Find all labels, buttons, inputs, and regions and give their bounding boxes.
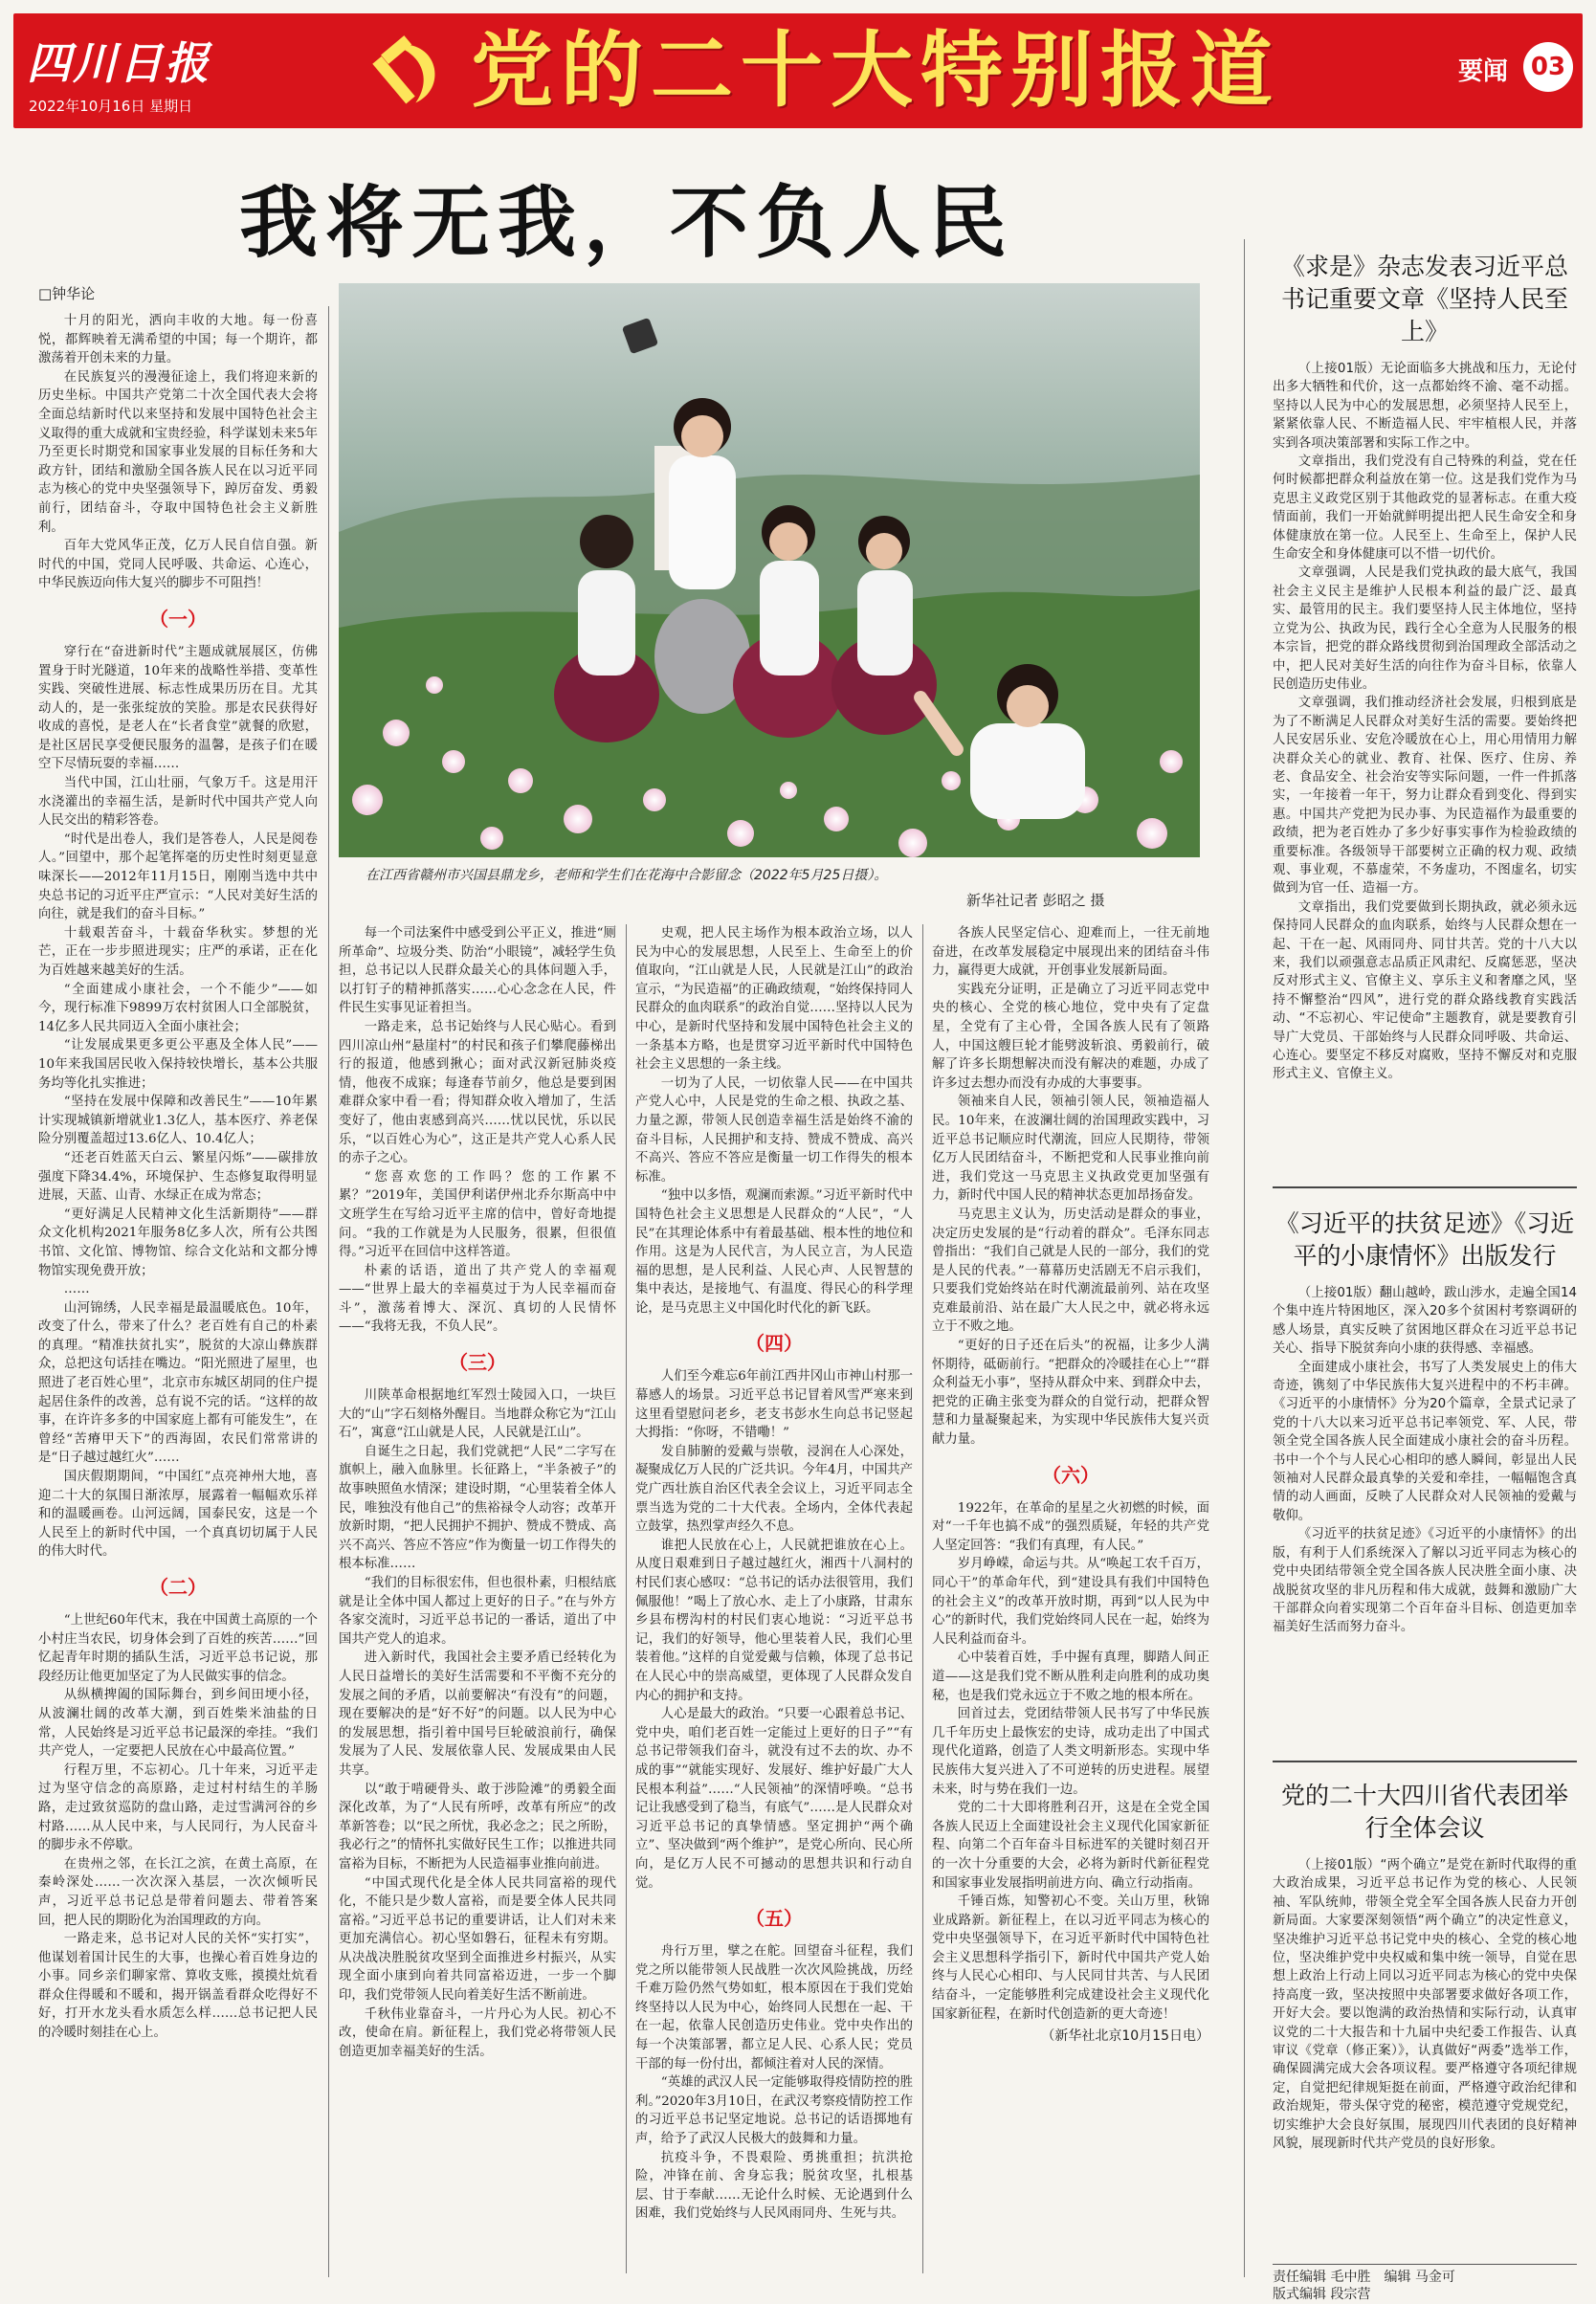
photo-credit: 新华社记者 彭昭之 摄 xyxy=(966,892,1105,909)
hammer-sickle-icon xyxy=(369,29,454,113)
sidebar-divider xyxy=(1244,239,1245,2277)
sidebar-paragraph: 文章强调，人民是我们党执政的最大底气，我国社会主义民主是维护人民根本利益的最广泛、最真实、最管用的民主。我们要坚持人民主体地位，坚持立党为公、执政为民，践行全心全意为人民服务的根本宗旨，把党的群众路线贯彻到治国理政全部活动之中，把人民对美好生活的向往作为奋斗目标，依靠人民创造历史伟业。 xyxy=(1273,565,1577,692)
article-paragraph: 千锤百炼，知警初心不变。关山万里，秋锦业成路新。新征程上，在以习近平同志为核心的党中央坚强领导下，在习近平新时代中国特色社会主义思想科学指引下，新时代中国共产党人始终与人民心心相印、与人民同甘共苦、与人民团结奋斗，一定能够胜利完成建设社会主义现代化国家新征程，在新时代创造新的更大奇迹！ xyxy=(932,1894,1209,2022)
article-source: （新华社北京10月15日电） xyxy=(1041,2028,1209,2045)
article-paragraph: 千秋伟业靠奋斗，一片丹心为人民。初心不改，使命在肩。新征程上，我们党必将带领人民创造更加幸福美好的生活。 xyxy=(339,2006,616,2059)
sidebar-separator xyxy=(1273,1761,1577,1762)
article-paragraph: “我们的目标很宏伟，但也很朴素，归根结底就是让全体中国人都过上更好的日子。”在与外方各家交流时，习近平总书记的一番话，道出了中国共产党人的追求。 xyxy=(339,1576,616,1647)
editor-line: 责任编辑 毛中胜 编辑 马金可 xyxy=(1273,2270,1455,2285)
article-paragraph: 心中装着百姓，手中握有真理，脚踏人间正道——这是我们党不断从胜利走向胜利的成功奥秘，也是我们党永远立于不败之地的根本所在。 xyxy=(932,1650,1209,1703)
article-paragraph: …… xyxy=(63,1282,90,1297)
sidebar-paragraph: 全面建成小康社会，书写了人类发展史上的伟大奇迹，镌刻了中华民族伟大复兴进程中的不朽丰碑。《习近平的小康情怀》分为20个篇章，全景式记录了党的十八大以来习近平总书记率领党、军、人民，带领全党全国各族人民全面建成小康社会的奋斗历程。书中一个个与人民心心相印的感人瞬间，彰显出人民领袖对人民群众最真挚的关爱和牵挂，一幅幅饱含真情的动人画面，反映了人民群众对人民领袖的爱戴与敬仰。 xyxy=(1273,1360,1577,1523)
sidebar-story-title: 《习近平的扶贫足迹》《习近平的小康情怀》出版发行 xyxy=(1275,1209,1575,1270)
article-column-4 xyxy=(932,924,1209,2283)
article-paragraph: “还老百姓蓝天白云、繁星闪烁”——碳排放强度下降34.4%，环境保护、生态修复取得明显进展，天蓝、山青、水绿正在成为常态； xyxy=(38,1150,318,1204)
sidebar-paragraph: （上接01版）无论面临多大挑战和压力，无论付出多大牺牲和代价，这一点都始终不渝、毫不动摇。坚持以人民为中心的发展思想，必须坚持人民至上，紧紧依靠人民、不断造福人民、牢牢植根人民，并落实到各项决策部署和实际工作之中。 xyxy=(1273,362,1577,451)
sidebar-story-1 xyxy=(1273,251,1577,1084)
article-paragraph: 十载艰苦奋斗，十载奋华秋实。梦想的光芒，正在一步步照进现实；庄严的承诺，正在化为百姓越来越美好的生活。 xyxy=(38,925,318,978)
article-paragraph: 人们至今难忘6年前江西井冈山市神山村那一幕感人的场景。习近平总书记冒着风雪严寒来到这里看望慰问老乡，老支书彭水生向总书记竖起大拇指：“你呀，不错嘞！” xyxy=(635,1369,913,1441)
sidebar-story-title: 《求是》杂志发表习近平总书记重要文章《坚持人民至上》 xyxy=(1280,253,1568,345)
article-paragraph: 1922年，在革命的星星之火初燃的时候，面对“一千年也搞不成”的强烈质疑，年轻的共产党人坚定回答：“我们有真理，有人民。” xyxy=(932,1500,1209,1553)
column-divider xyxy=(328,306,329,2277)
special-report-title: 党的二十大特别报道 xyxy=(471,22,1280,119)
article-paragraph: 谁把人民放在心上，人民就把谁放在心上。从度日艰难到日子越过越红火，湘西十八洞村的村民们衷心感叹：“总书记的话办法很管用，我们佩服他！”喝上了放心水、走上了小康路，甘肃东乡县布楞沟村的村民们衷心地说：“习近平总书记，我们的好领导，他心里装着人民，我们心里装着他。”这样的自觉爱戴与信赖，体现了总书记在人民心中的崇高威望，更体现了人民群众发自内心的拥护和支持。 xyxy=(635,1538,913,1703)
sidebar-story-2 xyxy=(1273,1207,1577,1637)
article-paragraph: 在民族复兴的漫漫征途上，我们将迎来新的历史坐标。中国共产党第二十次全国代表大会将全面总结新时代以来坚持和发展中国特色社会主义取得的重大成就和宝贵经验，科学谋划未来5年乃至更长时期党和国家事业发展的目标任务和大政方针，团结和激励全国各族人民在以习近平同志为核心的党中央坚强领导下，踔厉奋发、勇毅前行，团结奋斗，夺取中国特色社会主义新胜利。 xyxy=(38,369,318,535)
article-paragraph: 人心是最大的政治。“只要一心跟着总书记、党中央，咱们老百姓一定能过上更好的日子”“有总书记带领我们奋斗，就没有过不去的坎、办不成的事”“就能实现好、发展好、维护好最广大人民根本利益”……“人民领袖”的深情呼唤。“总书记让我感受到了稳当，有底气”……是人民群众对习近平总书记的真挚情感。坚定拥护“两个确立”、坚决做到“两个维护”，是党心所向、民心所向，是亿万人民不可撼动的思想共识和行动自觉。 xyxy=(635,1707,913,1891)
article-paragraph: “上世纪60年代末，我在中国黄土高原的一个小村庄当农民，切身体会到了百姓的疾苦……”回忆起青年时期的插队生活，习近平总书记说，那段经历让他更加坚定了为人民做实事的信念。 xyxy=(38,1613,318,1684)
article-byline: □钟华论 xyxy=(38,285,96,302)
sidebar-story-body xyxy=(1273,1284,1577,1637)
article-headline: 我将无我，不负人民 xyxy=(239,178,1015,269)
article-paragraph: 十月的阳光，洒向丰收的大地。每一份喜悦，都辉映着无满希望的中国；每一个期许，都激荡着开创未来的力量。 xyxy=(38,314,318,366)
section-heading: （六） xyxy=(1042,1463,1099,1487)
sidebar-paragraph: 文章指出，我们党没有自己特殊的利益，党在任何时候都把群众利益放在第一位。这是我们党作为马克思主义政党区别于其他政党的显著标志。在重大疫情面前，我们一开始就鲜明提出把人民生命安全和身体健康放在第一位。人民至上、生命至上，保护人民生命安全和身体健康可以不惜一切代价。 xyxy=(1273,454,1577,563)
sidebar-separator xyxy=(1273,1186,1577,1188)
article-paragraph: 每一个司法案件中感受到公平正义，推进“厕所革命”、垃圾分类、防治“小眼镜”，减轻学生负担，总书记以人民群众最关心的具体问题入手，以打钉子的精神抓落实……心心念念在人民，件件民生实事见证着担当。 xyxy=(339,926,616,1016)
sidebar-story-body xyxy=(1273,1856,1577,2154)
article-paragraph: 岁月峥嵘，命运与共。从“唤起工农千百万，同心干”的革命年代，到“建设具有我们中国特色的社会主义”的改革开放时期，再到“以人民为中心”的新时代，我们党始终同人民在一起，始终为人民利益而奋斗。 xyxy=(932,1557,1209,1647)
article-paragraph: “您喜欢您的工作吗？您的工作累不累？”2019年，美国伊利诺伊州北乔尔斯高中中文班学生在写给习近平主席的信中，曾好奇地提问。“我的工作就是为人民服务，很累，但很值得。”习近平在回信中这样答道。 xyxy=(339,1169,616,1260)
article-paragraph: “让发展成果更多更公平惠及全体人民”——10年来我国居民收入保持较快增长，基本公共服务均等化扎实推进； xyxy=(38,1038,318,1091)
article-paragraph: 舟行万里，擘之在舵。回望奋斗征程，我们党之所以能带领人民战胜一次次风险挑战，历经千难万险仍然气势如虹，根本原因在于我们党始终坚持以人民为中心，始终同人民想在一起、干在一起，依靠人民创造历史伟业。党中央作出的每一个决策部署，都立足人民、心系人民；党员干部的每一份付出，都倾注着对人民的深情。 xyxy=(635,1944,913,2071)
feature-photo xyxy=(339,283,1200,857)
article-paragraph: 川陕革命根据地红军烈士陵园入口，一块巨大的“山”字石刻格外醒目。当地群众称它为“江山石”，寓意“江山就是人民，人民就是江山”。 xyxy=(339,1388,616,1441)
article-paragraph: 一路走来，总书记始终与人民心贴心。看到四川凉山州“悬崖村”的村民和孩子们攀爬藤梯出行的报道，他感到揪心；面对武汉新冠肺炎疫情，他夜不成寐；每逢春节前夕，他总是要到困难群众家中看一看；得知群众收入增加了，生活变好了，他由衷感到高兴……忧以民忧，乐以民乐，“以百姓心为心”，这正是共产党人心系人民的赤子之心。 xyxy=(339,1019,616,1166)
article-paragraph: “英雄的武汉人民一定能够取得疫情防控的胜利。”2020年3月10日，在武汉考察疫情防控工作的习近平总书记坚定地说。总书记的话语掷地有声，给予了武汉人民极大的鼓舞和力量。 xyxy=(635,2075,913,2147)
article-paragraph: “更好满足人民精神文化生活新期待”——群众文化机构2021年服务8亿多人次，所有公共图书馆、文化馆、博物馆、综合文化站和文都分博物馆实现免费开放； xyxy=(38,1207,318,1278)
article-paragraph: 领袖来自人民，领袖引领人民，领袖造福人民。10年来，在波澜壮阔的治国理政实践中，习近平总书记顺应时代潮流，回应人民期待，带领亿万人民团结奋斗，不断把党和人民事业推向前进，我们党这一马克思主义执政党更加坚强有力，新时代中国人民的精神状态更加昂扬奋发。 xyxy=(932,1095,1209,1204)
article-paragraph: “坚持在发展中保障和改善民生”——10年累计实现城镇新增就业1.3亿人，基本医疗、养老保险分别覆盖超过13.6亿人、10.4亿人； xyxy=(38,1095,318,1147)
article-paragraph: 从纵横捭阖的国际舞台，到乡间田埂小径，从波澜壮阔的改革大潮，到百姓柴米油盐的日常，人民始终是习近平总书记最深的牵挂。“我们共产党人，一定要把人民放在心中最高位置。” xyxy=(38,1688,318,1760)
sidebar-paragraph: （上接01版）翻山越岭，跋山涉水，走遍全国14个集中连片特困地区，深入20多个贫困村考察调研的感人场景，真实反映了贫困地区群众在习近平总书记关心、指导下脱贫奔向小康的获得感、幸福感。 xyxy=(1273,1286,1577,1357)
sidebar-paragraph: 文章强调，我们推动经济社会发展，归根到底是为了不断满足人民群众对美好生活的需要。要始终把人民安居乐业、安危冷暖放在心上，用心用情用力解决群众关心的就业、教育、社保、医疗、住房、养老、食品安全、社会治安等实际问题，一件一件抓落实，一年接着一年干，努力让群众看到变化、得到实惠。中国共产党把为民办事、为民造福作为最重要的政绩，把为老百姓办了多少好事实事作为检验政绩的重要标准。各级领导干部要树立正确的权力观、政绩观、事业观，不慕虚荣，不务虚功，不图虚名，切实做到为官一任、造福一方。 xyxy=(1273,696,1577,897)
article-paragraph: 穿行在“奋进新时代”主题成就展展区，仿佛置身于时光隧道，10年来的战略性举措、变革性实践、突破性进展、标志性成果历历在目。尤其动人的，是一张张绽放的笑脸。那是农民获得好收成的喜悦，是老人在“长者食堂”就餐的欣慰，是社区居民享受便民服务的温馨，是孩子们在暖空下尽情玩耍的幸福…… xyxy=(38,644,318,772)
masthead xyxy=(13,13,1583,128)
sidebar-story-3 xyxy=(1273,1780,1577,2154)
article-paragraph: 实践充分证明，正是确立了习近平同志党中央的核心、全党的核心地位，党中央有了定盘星，全党有了主心骨，全国各族人民有了领路人，中国这艘巨轮才能劈波斩浪、勇毅前行，破解了许多长期想解决而没有解决的难题，办成了许多过去想办而没有办成的大事要事。 xyxy=(932,982,1209,1091)
column-divider xyxy=(626,924,627,2273)
editor-credits xyxy=(1273,2264,1577,2303)
article-paragraph: 发自肺腑的爱戴与崇敬，浸润在人心深处，凝聚成亿万人民的广泛共识。今年4月，中国共产党广西壮族自治区代表全会议上，习近平同志全票当选为党的二十大代表。全场内，全体代表起立鼓掌，热烈掌声经久不息。 xyxy=(635,1444,913,1535)
article-paragraph: “更好的日子还在后头”的祝福，让多少人满怀期待，砥砺前行。“把群众的冷暖挂在心上”“群众利益无小事”，坚持从群众中来、到群众中去，把党的正确主张变为群众的自觉行动，把群众智慧和力量凝聚起来，为实现中华民族伟大复兴贡献力量。 xyxy=(932,1339,1209,1448)
article-paragraph: 一切为了人民，一切依靠人民——在中国共产党人心中，人民是党的生命之根、执政之基、力量之源，带领人民创造幸福生活是始终不渝的奋斗目标，人民拥护和支持、赞成不赞成、高兴不高兴、答应不答应是衡量一切工作得失的根本标准。 xyxy=(635,1075,913,1185)
article-paragraph: 史观，把人民主场作为根本政治立场，以人民为中心的发展思想，人民至上、生命至上的价值取向，“江山就是人民，人民就是江山”的政治宣示，“为民造福”的正确政绩观，“始终保持同人民群众的血肉联系”的政治自觉……坚持以人民为中心，是新时代坚持和发展中国特色社会主义的一条基本方略，也是贯穿习近平新时代中国特色社会主义思想的一条主线。 xyxy=(635,926,913,1073)
article-column-1 xyxy=(38,312,318,2283)
article-paragraph: 党的二十大即将胜利召开，这是在全党全国各族人民迈上全面建设社会主义现代化国家新征程、向第二个百年奋斗目标进军的关键时刻召开的一次十分重要的大会，必将为新时代新征程党和国家事业发展指明前进方向、确立行动指南。 xyxy=(932,1801,1209,1891)
article-paragraph: 回首过去，党团结带领人民书写了中华民族几千年历史上最恢宏的史诗，成功走出了中国式现代化道路，创造了人类文明新形态。实现中华民族伟大复兴进入了不可逆转的历史进程。展望未来，时与势在我们一边。 xyxy=(932,1707,1209,1797)
article-paragraph: 朴素的话语，道出了共产党人的幸福观——“世界上最大的幸福莫过于为人民幸福而奋斗”，激荡着博大、深沉、真切的人民情怀——“我将无我，不负人民”。 xyxy=(339,1263,616,1335)
article-paragraph: 行程万里，不忘初心。几十年来，习近平走过为坚守信念的高原路，走过村村结生的羊肠路，走过致贫巡防的盘山路，走过雪满河谷的乡村路……从人民中来，与人民同行，为人民奋斗的脚步永不停歇。 xyxy=(38,1762,318,1853)
article-paragraph: “独中以多悟，观澜而索源。”习近平新时代中国特色社会主义思想是人民群众的“人民”，“人民”在其理论体系中有着最基础、根本性的地位和作用。这是为人民代言，为人民立言，为人民造福的思想，是人民利益、人民心声、人民智慧的集中表达，是接地气、有温度、得民心的科学理论，是马克思主义中国化时代化的新飞跃。 xyxy=(635,1188,913,1316)
article-paragraph: “中国式现代化是全体人民共同富裕的现代化，不能只是少数人富裕，而是要全体人民共同富裕。”习近平总书记的重要讲话，让人们对未来更加充满信心。初心坚如磐石，征程未有穷期。从决战决胜脱贫攻坚到全面推进乡村振兴，从实现全面小康到向着共同富裕迈进，一步一个脚印，我们党带领人民向着美好生活不断前进。 xyxy=(339,1875,616,2004)
students-in-flower-field-image xyxy=(339,283,1200,857)
section-heading: （四） xyxy=(745,1332,803,1356)
sidebar-paragraph: （上接01版）“两个确立”是党在新时代取得的重大政治成果，习近平总书记作为党的核心、人民领袖、军队统帅，带领全党全军全国各族人民奋力开创新局面。大家要深刻领悟“两个确立”的决定性意义，坚决维护习近平总书记党中央的核心、全党的核心地位，坚决维护党中央权威和集中统一领导，自觉在思想上政治上行动上同以习近平同志为核心的党中央保持高度一致，坚决按照中央部署要求做好各项工作，开好大会。要以饱满的政治热情和实际行动，认真审议党的二十大报告和十九届中央纪委工作报告、认真审议《党章（修正案）》，认真做好“两委”选举工作，确保圆满完成大会各项议程。要严格遵守各项纪律规定，自觉把纪律规矩挺在前面，严格遵守政治纪律和政治规矩，带头保守党的秘密，模范遵守党规党纪，切实维护大会良好氛围，展现四川代表团的良好精神风貌，展现新时代共产党员的良好形象。 xyxy=(1273,1858,1577,2152)
column-divider xyxy=(922,924,923,2273)
newspaper-logo: 四川日报 xyxy=(27,37,211,89)
article-paragraph: 一路走来，总书记对人民的关怀“实打实”，他谋划着国计民生的大事，也操心着百姓身边的小事。同乡亲们聊家常、算收支账，摸摸灶炕看群众住得暖和不暖和，揭开锅盖看群众吃得好不好，打开水龙头看水质怎么样……总书记把人民的冷暖时刻挂在心上。 xyxy=(38,1932,318,2041)
article-paragraph: 马克思主义认为，历史活动是群众的事业，决定历史发展的是“行动着的群众”。毛泽东同志曾指出：“我们自己就是人民的一部分，我们的党是人民的代表。”一幕幕历史活剧无不启示我们，只要我们党始终站在时代潮流最前列、站在攻坚克难最前沿、站在最广大人民之中，就必将永远立于不败之地。 xyxy=(932,1207,1209,1335)
section-heading: （一） xyxy=(149,607,207,631)
sidebar-paragraph: 《习近平的扶贫足迹》《习近平的小康情怀》的出版，有利于人们系统深入了解以习近平同志为核心的党中央团结带领全党全国各族人民决胜全面小康、决战脱贫攻坚的非凡历程和伟大成就，鼓舞和激励广大干部群众向着实现第二个百年奋斗目标、创造更加幸福美好生活而努力奋斗。 xyxy=(1273,1527,1577,1635)
section-label: 要闻 xyxy=(1458,57,1509,86)
section-heading: （三） xyxy=(449,1351,506,1375)
article-paragraph: 抗疫斗争，不畏艰险、勇挑重担；抗洪抢险，冲锋在前、舍身忘我；脱贫攻坚，扎根基层、甘于奉献……无论什么时候、无论遇到什么困难，我们党始终与人民风雨同舟、生死与共。 xyxy=(635,2150,913,2222)
page-number: 03 xyxy=(1523,42,1573,92)
article-paragraph: 各族人民坚定信心、迎难而上，一往无前地奋进，在改革发展稳定中展现出来的团结奋斗伟力，赢得更大成就，开创事业发展新局面。 xyxy=(932,926,1209,979)
article-paragraph: 以“敢于啃硬骨头、敢于涉险滩”的勇毅全面深化改革，为了“人民有所呼，改革有所应”的改革新答卷；以“民之所忧，我必念之；民之所盼，我必行之”的情怀扎实做好民生工作；以推进共同富裕为目标，不断把为人民造福事业推向前进。 xyxy=(339,1782,616,1872)
section-heading: （五） xyxy=(745,1907,803,1931)
article-paragraph: 进入新时代，我国社会主要矛盾已经转化为人民日益增长的美好生活需要和不平衡不充分的发展之间的矛盾，以前要解决“有没有”的问题，现在要解决的是“好不好”的问题。以人民为中心的发展思想，指引着中国号巨轮破浪前行，确保发展为了人民、发展依靠人民、发展成果由人民共享。 xyxy=(339,1650,616,1778)
section-heading: （二） xyxy=(149,1576,207,1599)
article-paragraph: 国庆假期期间，“中国红”点亮神州大地，喜迎二十大的氛围日渐浓厚，展露着一幅幅欢乐祥和的温暖画卷。山河远阔，国泰民安，这是一个人民至上的新时代中国，一个真真切切属于人民的伟大时代。 xyxy=(38,1470,318,1560)
article-column-3 xyxy=(635,924,913,2283)
article-paragraph: 当代中国，江山壮丽，气象万千。这是用汗水浇灌出的幸福生活，是新时代中国共产党人向人民交出的精彩答卷。 xyxy=(38,776,318,829)
article-paragraph: 山河锦绣，人民幸福是最温暖底色。10年，改变了什么，带来了什么？老百姓有自己的朴素的真理。“精准扶贫扎实”，脱贫的大凉山彝族群众，总把这句话挂在嘴边。“阳光照进了屋里，也照进了老百姓心里”，北京市东城区胡同的住户提起居住条件的改善，总有说不完的话。“这样的故事，在许许多多的中国家庭上都有可能发生”，在曾经“苦瘠甲天下”的西海固，农民们常常讲的是“日子越过越红火”…… xyxy=(38,1300,318,1466)
article-paragraph: 自诞生之日起，我们党就把“人民”二字写在旗帜上，融入血脉里。长征路上，“半条被子”的故事映照鱼水情深；建设时期，“心里装着全体人民，唯独没有他自己”的焦裕禄令人动容；改革开放新时期，“把人民拥护不拥护、赞成不赞成、高兴不高兴、答应不答应”作为衡量一切工作得失的根本标准…… xyxy=(339,1444,616,1572)
issue-date: 2022年10月16日 星期日 xyxy=(29,98,193,115)
editor-line: 版式编辑 段宗营 xyxy=(1273,2287,1371,2302)
article-paragraph: “全面建成小康社会，一个不能少”——如今，现行标准下9899万农村贫困人口全部脱贫，14亿多人民共同迈入全面小康社会； xyxy=(38,982,318,1034)
article-column-2 xyxy=(339,924,616,2283)
sidebar-story-body xyxy=(1273,360,1577,1084)
sidebar-story-title: 党的二十大四川省代表团举行全体会议 xyxy=(1280,1782,1568,1842)
article-paragraph: “时代是出卷人，我们是答卷人，人民是阅卷人。”回望中，那个起笔挥毫的历史性时刻更显意味深长——2012年11月15日，刚刚当选中共中央总书记的习近平庄严宣示：“人民对美好生活的向往，就是我们的奋斗目标。” xyxy=(38,831,318,922)
article-paragraph: 在贵州之邻，在长江之滨，在黄土高原，在秦岭深处……一次次深入基层，一次次倾听民声，习近平总书记总是带着问题去、带着答案回，把人民的期盼化为治国理政的方向。 xyxy=(38,1856,318,1928)
sidebar-paragraph: 文章指出，我们党要做到长期执政，就必须永远保持同人民群众的血肉联系，始终与人民群众想在一起、干在一起、风雨同舟、同甘共苦。党的十八大以来，我们以顽强意志品质正风肃纪、反腐惩恶，坚决反对形式主义、官僚主义、享乐主义和奢靡之风，坚持不懈整治“四风”，进行党的群众路线教育实践活动、“不忘初心、牢记使命”主题教育，就是要教育引导广大党员、干部始终与人民群众同呼吸、共命运、心连心。要坚定不移反对腐败，坚持不懈反对和克服形式主义、官僚主义。 xyxy=(1273,899,1577,1082)
article-paragraph: 百年大党风华正茂，亿万人民自信自强。新时代的中国，党同人民呼吸、共命运、心连心，中华民族迈向伟大复兴的脚步不可阻挡！ xyxy=(38,539,318,591)
photo-caption: 在江西省赣州市兴国县鼎龙乡，老师和学生们在花海中合影留念（2022年5月25日摄）。 xyxy=(366,868,888,883)
